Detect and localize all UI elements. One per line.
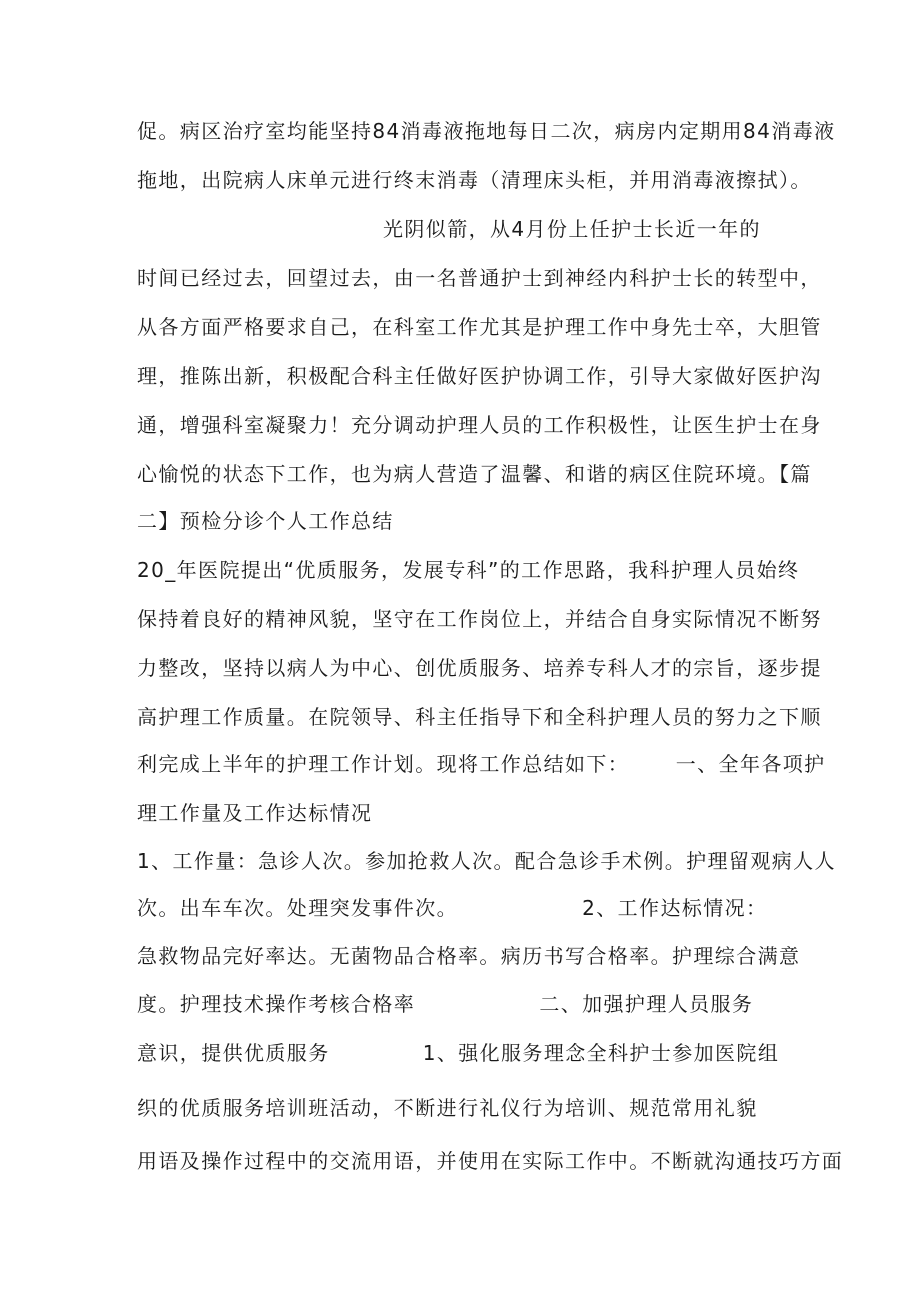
text-line: 度。护理技术操作考核合格率 二、加强护理人员服务 — [137, 992, 754, 1016]
text-line: 二】预检分诊个人工作总结 — [137, 509, 394, 533]
text-line: 高护理工作质量。在院领导、科主任指导下和全科护理人员的努力之下顺 — [137, 705, 822, 729]
text-line: 1、工作量：急诊人次。参加抢救人次。配合急诊手术例。护理留观病人人 — [137, 849, 836, 873]
text-line: 20_年医院提出“优质服务，发展专科”的工作思路，我科护理人员始终 — [137, 558, 800, 582]
text-line: 时间已经过去，回望过去，由一名普通护士到神经内科护士长的转型中， — [137, 266, 822, 290]
text-line: 理工作量及工作达标情况 — [137, 801, 373, 825]
text-line: 织的优质服务培训班活动，不断进行礼仪行为培训、规范常用礼貌 — [137, 1096, 758, 1120]
text-line: 急救物品完好率达。无菌物品合格率。病历书写合格率。护理综合满意 — [137, 944, 801, 968]
text-line: 保持着良好的精神风貌，坚守在工作岗位上，并结合自身实际情况不断努 — [137, 607, 822, 631]
text-line: 拖地，出院病人床单元进行终末消毒（清理床头柜，并用消毒液擦拭）。 — [137, 168, 812, 192]
text-line: 从各方面严格要求自己，在科室工作尤其是护理工作中身先士卒，大胆管 — [137, 315, 822, 339]
text-line: 光阴似箭，从4月份上任护士长近一年的 — [383, 217, 761, 241]
text-line: 心愉悦的状态下工作，也为病人营造了温馨、和谐的病区住院环境。【篇 — [137, 462, 812, 486]
text-line: 力整改，坚持以病人为中心、创优质服务、培养专科人才的宗旨，逐步提 — [137, 656, 822, 680]
text-line: 通，增强科室凝聚力！充分调动护理人员的工作积极性，让医生护士在身 — [137, 413, 822, 437]
text-line: 促。病区治疗室均能坚持84消毒液拖地每日二次，病房内定期用84消毒液 — [137, 119, 836, 143]
text-line: 利完成上半年的护理工作计划。现将工作总结如下： 一、全年各项护 — [137, 752, 826, 776]
text-line: 意识，提供优质服务 1、强化服务理念全科护士参加医院组 — [137, 1041, 780, 1065]
text-line: 用语及操作过程中的交流用语，并使用在实际工作中。不断就沟通技巧方面 — [137, 1149, 844, 1173]
text-line: 次。出车车次。处理突发事件次。 2、工作达标情况： — [137, 896, 768, 920]
text-line: 理，推陈出新，积极配合科主任做好医护协调工作，引导大家做好医护沟 — [137, 364, 822, 388]
